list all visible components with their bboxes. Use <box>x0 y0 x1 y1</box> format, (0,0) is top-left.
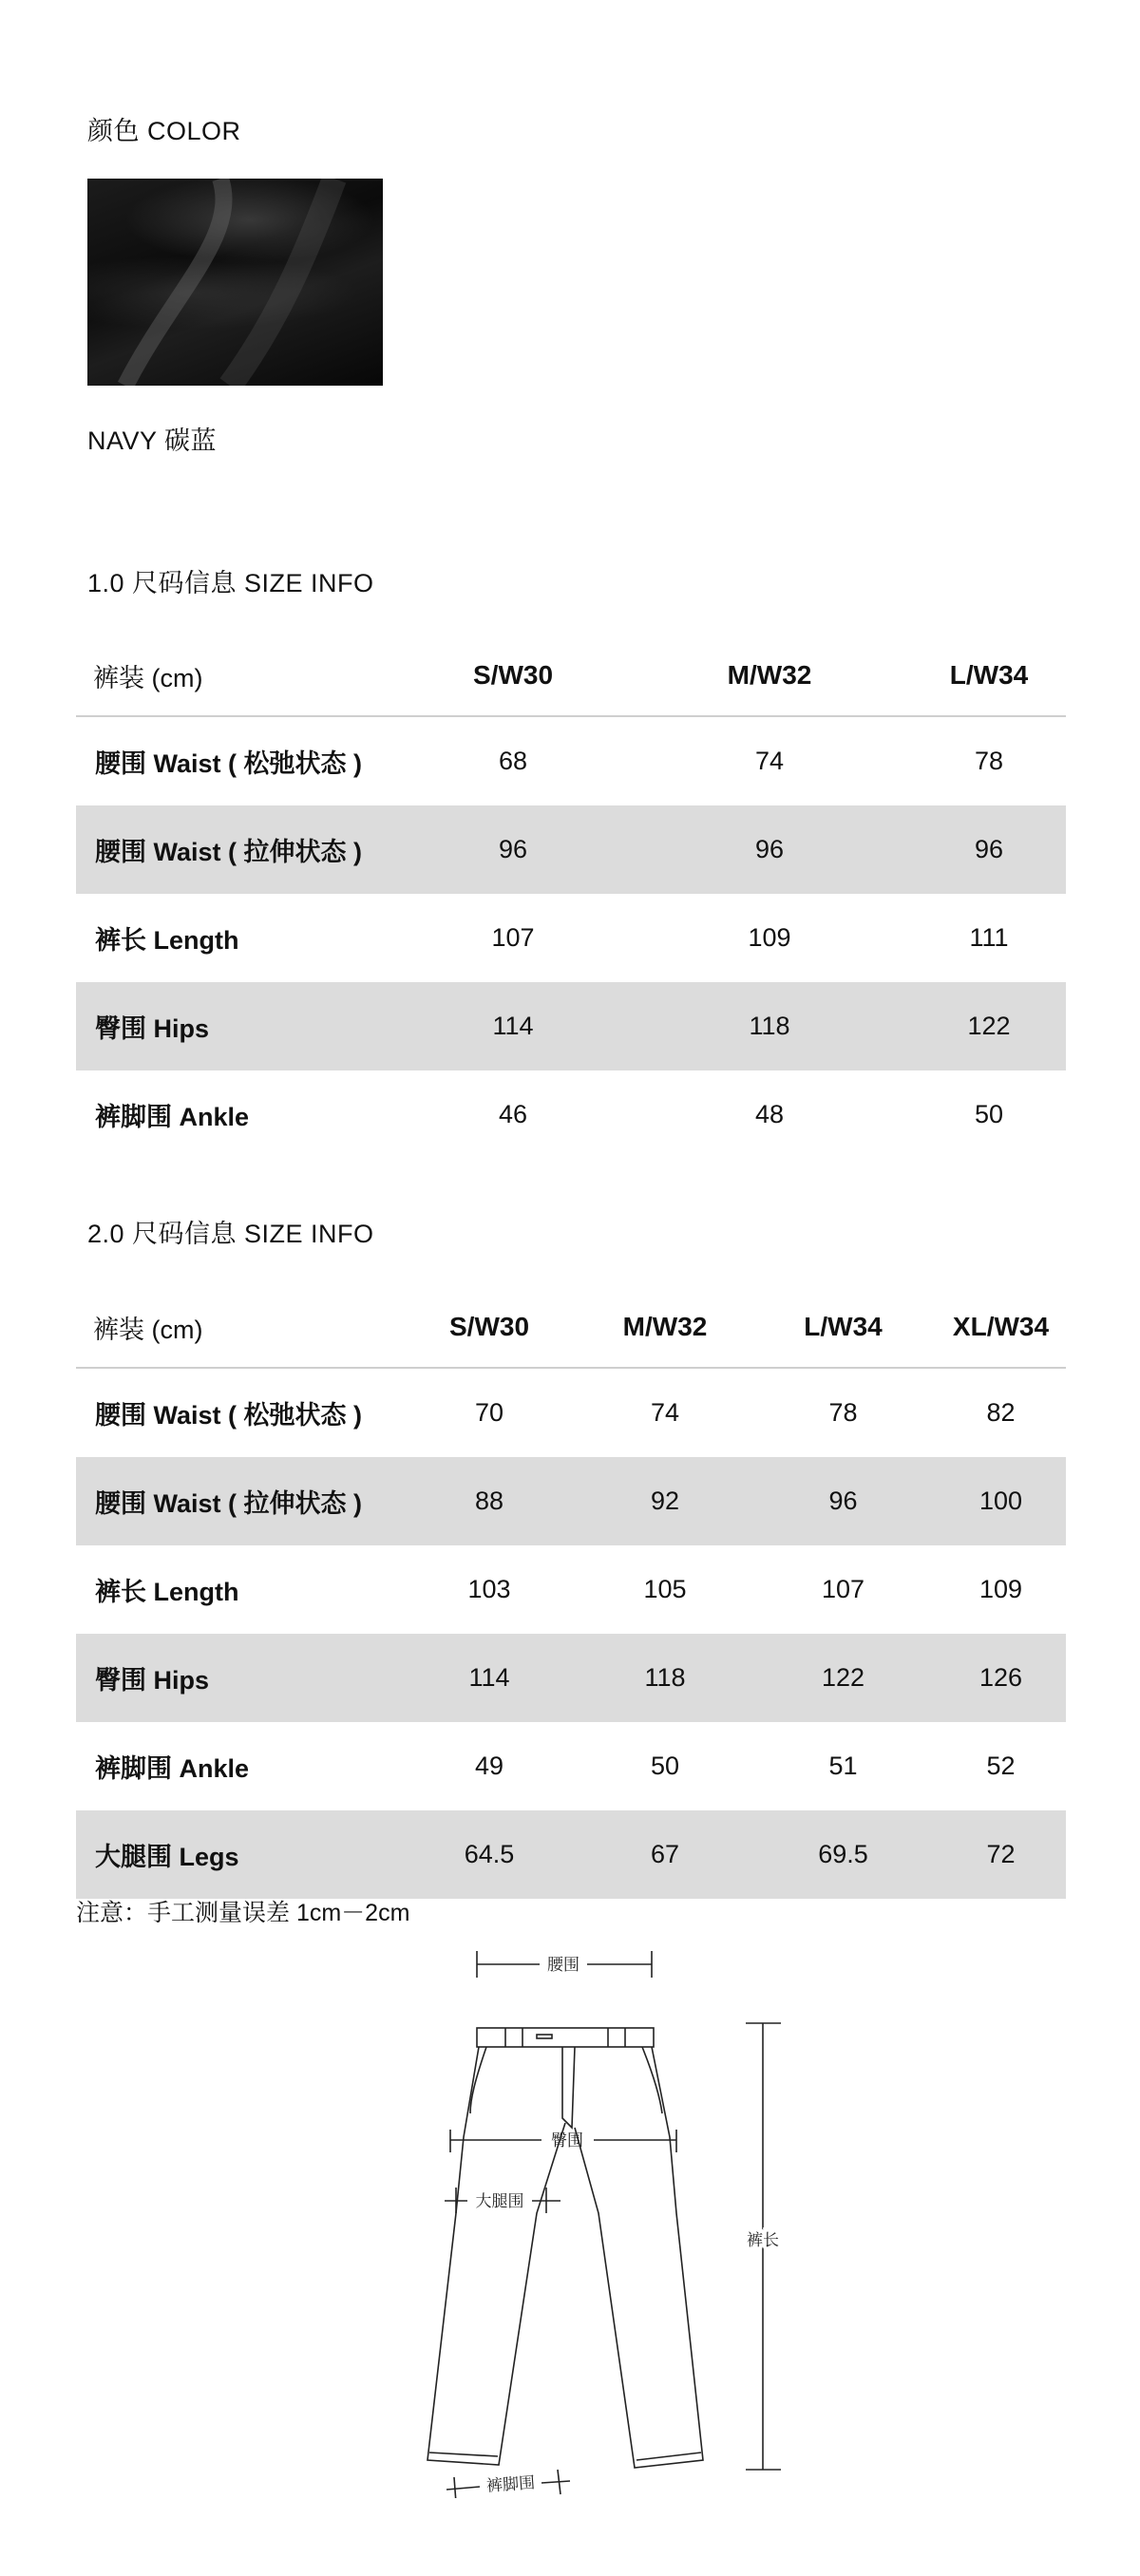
cell-value: 49 <box>474 1752 504 1780</box>
row-label: 裤长 Length <box>95 926 239 955</box>
table-row <box>76 1634 1066 1722</box>
column-header: M/W32 <box>627 623 912 716</box>
cell-value: 100 <box>936 1457 1066 1545</box>
cell-value: 50 <box>974 1100 1004 1128</box>
pants-measurement-diagram <box>380 1928 817 2503</box>
diagram-label-hips: 臀围 <box>551 2131 583 2150</box>
cell-value: 74 <box>650 1398 680 1427</box>
row-label: 裤长 Length <box>95 1578 239 1606</box>
row-label: 大腿围 Legs <box>76 1810 399 1899</box>
corner-label: 裤装 (cm) <box>76 1275 399 1368</box>
cell-value: 109 <box>978 1575 1023 1603</box>
size-table-1 <box>76 623 1066 1159</box>
cell-value: 78 <box>828 1398 858 1427</box>
column-header: M/W32 <box>580 1275 750 1368</box>
cell-value: 50 <box>650 1752 680 1780</box>
row-label: 腰围 Waist ( 拉伸状态 ) <box>76 805 399 894</box>
measurement-note: 注意：手工测量误差 1cm－2cm <box>76 1900 410 1926</box>
table-row <box>76 1810 1066 1899</box>
table-row <box>76 1457 1066 1545</box>
cell-value: 48 <box>754 1100 785 1128</box>
row-label: 臀围 Hips <box>76 982 399 1070</box>
cell-value: 126 <box>936 1634 1066 1722</box>
cell-value: 68 <box>498 747 528 775</box>
cell-value: 96 <box>912 805 1066 894</box>
cell-value: 109 <box>748 923 791 952</box>
cell-value: 103 <box>467 1575 511 1603</box>
table-row <box>76 1070 1066 1159</box>
cell-value: 88 <box>399 1457 580 1545</box>
color-heading: 颜色 COLOR <box>87 117 241 145</box>
cell-value: 96 <box>399 805 627 894</box>
table-row <box>76 982 1066 1070</box>
row-label: 腰围 Waist ( 松弛状态 ) <box>95 1401 362 1430</box>
column-header: S/W30 <box>399 623 627 716</box>
cell-value: 114 <box>399 982 627 1070</box>
size-table-2 <box>76 1275 1066 1899</box>
cell-value: 111 <box>969 923 1009 952</box>
cell-value: 51 <box>828 1752 858 1780</box>
diagram-label-waist: 腰围 <box>547 1956 580 1975</box>
cell-value: 74 <box>754 747 785 775</box>
row-label: 裤脚围 Ankle <box>95 1754 250 1783</box>
cell-value: 67 <box>580 1810 750 1899</box>
cell-value: 107 <box>491 923 535 952</box>
cell-value: 69.5 <box>750 1810 936 1899</box>
size-info-heading-2: 2.0 尺码信息 SIZE INFO <box>87 1220 374 1248</box>
fabric-fold-shading <box>87 179 383 386</box>
table-row <box>76 894 1066 982</box>
cell-value: 64.5 <box>399 1810 580 1899</box>
cell-value: 46 <box>498 1100 528 1128</box>
cell-value: 78 <box>974 747 1004 775</box>
cell-value: 114 <box>399 1634 580 1722</box>
pants-diagram-svg <box>380 1928 817 2498</box>
table-row <box>76 1722 1066 1810</box>
cell-value: 72 <box>936 1810 1066 1899</box>
cell-value: 105 <box>643 1575 687 1603</box>
row-label: 裤脚围 Ankle <box>95 1103 250 1131</box>
table-header-row <box>76 623 1066 716</box>
cell-value: 92 <box>580 1457 750 1545</box>
column-header: L/W34 <box>912 623 1066 716</box>
row-label: 腰围 Waist ( 松弛状态 ) <box>95 749 362 778</box>
diagram-label-ankle: 裤脚围 <box>485 2473 536 2496</box>
cell-value: 118 <box>627 982 912 1070</box>
diagram-label-length: 裤长 <box>747 2231 779 2250</box>
column-header: L/W34 <box>750 1275 936 1368</box>
cell-value: 82 <box>986 1398 1016 1427</box>
row-label: 臀围 Hips <box>76 1634 399 1722</box>
cell-value: 122 <box>750 1634 936 1722</box>
table-header-row <box>76 1275 1066 1368</box>
column-header: XL/W34 <box>936 1275 1066 1368</box>
table-row <box>76 1545 1066 1634</box>
cell-value: 122 <box>912 982 1066 1070</box>
cell-value: 96 <box>627 805 912 894</box>
cell-value: 96 <box>750 1457 936 1545</box>
table-row <box>76 716 1066 805</box>
swatch-name: NAVY 碳蓝 <box>87 426 218 455</box>
column-header: S/W30 <box>399 1275 580 1368</box>
table-row <box>76 805 1066 894</box>
cell-value: 118 <box>580 1634 750 1722</box>
cell-value: 107 <box>821 1575 865 1603</box>
diagram-label-thigh: 大腿围 <box>475 2192 524 2211</box>
corner-label: 裤装 (cm) <box>76 623 399 716</box>
cell-value: 52 <box>986 1752 1016 1780</box>
table-row <box>76 1368 1066 1457</box>
size-info-heading-1: 1.0 尺码信息 SIZE INFO <box>87 569 374 597</box>
row-label: 腰围 Waist ( 拉伸状态 ) <box>76 1457 399 1545</box>
cell-value: 70 <box>474 1398 504 1427</box>
